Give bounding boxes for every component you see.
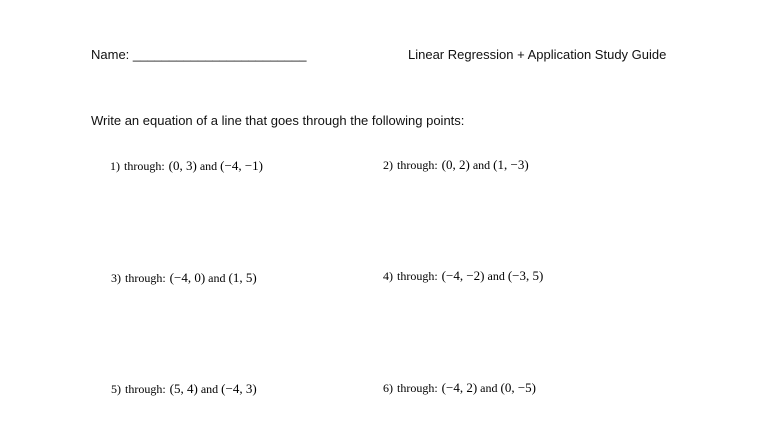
through-label: through: <box>397 158 438 172</box>
and-connector: and <box>200 382 219 396</box>
point-a: (0, 2) <box>441 157 470 172</box>
problem-number: 5) <box>111 382 121 396</box>
problem-6 <box>383 380 536 396</box>
point-a: (5, 4) <box>169 381 198 396</box>
problem-number: 6) <box>383 381 393 395</box>
instruction-text: Write an equation of a line that goes through the following points: <box>91 113 465 128</box>
through-label: through: <box>397 269 438 283</box>
through-label: through: <box>397 381 438 395</box>
and-connector: and <box>208 271 226 285</box>
point-b: (1, −3) <box>493 157 529 172</box>
through-label: through: <box>125 271 166 285</box>
problem-number: 1) <box>110 159 120 173</box>
through-label: through: <box>125 382 166 396</box>
name-field-label: Name: ________________________ <box>91 47 307 62</box>
problem-3 <box>111 270 257 286</box>
problem-5 <box>111 381 257 397</box>
and-connector: and <box>487 269 505 283</box>
page-title: Linear Regression + Application Study Guide <box>408 47 667 62</box>
point-b: (−4, 3) <box>221 381 257 396</box>
point-b: (−3, 5) <box>507 268 544 283</box>
point-b: (−4, −1) <box>220 158 263 173</box>
problem-2 <box>383 157 529 173</box>
and-connector: and <box>199 159 218 173</box>
and-connector: and <box>472 158 491 172</box>
problem-number: 2) <box>383 158 393 172</box>
problem-1 <box>110 158 263 174</box>
point-b: (1, 5) <box>228 270 257 285</box>
problem-4 <box>383 268 543 284</box>
point-a: (−4, −2) <box>441 268 485 283</box>
through-label: through: <box>124 159 165 173</box>
problem-number: 4) <box>383 269 393 283</box>
point-a: (−4, 0) <box>169 270 206 285</box>
and-connector: and <box>480 381 498 395</box>
point-a: (−4, 2) <box>441 380 478 395</box>
problem-number: 3) <box>111 271 121 285</box>
point-a: (0, 3) <box>168 158 197 173</box>
point-b: (0, −5) <box>500 380 536 395</box>
